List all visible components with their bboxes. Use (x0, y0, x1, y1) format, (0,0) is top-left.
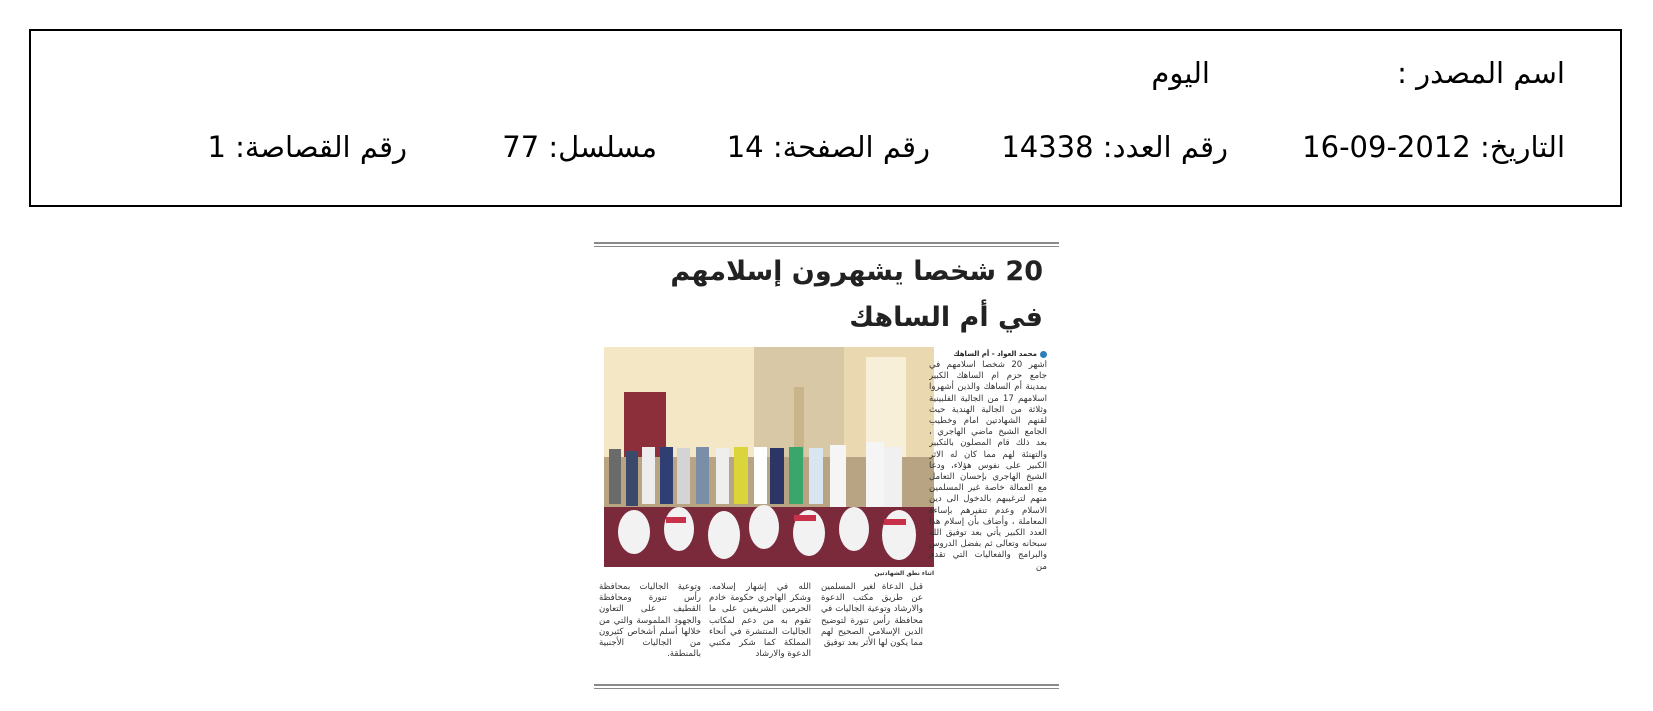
byline-bullet-icon (1040, 351, 1047, 358)
headline-line-1: 20 شخصا يشهرون إسلامهم (670, 256, 1043, 287)
article-column-bottom-1: قبل الدعاة لغير المسلمين عن طريق مكتب الدعوة والارشاد وتوعية الجاليات في محافظة رأس تنورة لتوضيح الدين الإسلامي الصحيح لهم مما يكون لها الأثر بعد توفيق (821, 582, 923, 649)
byline-text: محمد العواد - أم الساهك (953, 350, 1037, 358)
headline-line-2: في أم الساهك (849, 302, 1043, 333)
article-column-bottom-3: وتوعية الجاليات بمحافظة رأس تنورة ومحافظة القطيف على التعاون والجهود الملموسة والتي من خلالها أسلم أشخاص كثيرون من الجاليات الأجنبية بالمنطقة. (599, 582, 701, 660)
source-value: اليوم (1151, 56, 1210, 90)
page-number-field: رقم الصفحة: 14 (726, 130, 930, 164)
source-info-box (29, 29, 1622, 207)
article-photo (604, 347, 934, 567)
top-rule (594, 242, 1059, 247)
issue-number-field: رقم العدد: 14338 (1001, 130, 1228, 164)
photo-caption: اثناء نطق الشهادتين (874, 570, 934, 577)
clipping-number-field: رقم القصاصة: 1 (207, 130, 407, 164)
newspaper-clipping (594, 242, 1059, 692)
bottom-rule (594, 684, 1059, 689)
serial-number-field: مسلسل: 77 (502, 130, 657, 164)
article-column-bottom-2: الله في إشهار إسلامه. وشكر الهاجري حكومة خادم الحرمين الشريفين على ما تقوم به من دعم لمكاتب الجاليات المنتشرة في أنحاء المملكة كما شكر مكتبي الدعوة والارشاد (709, 582, 811, 660)
byline (953, 350, 1047, 358)
date-field: التاريخ: 2012-09-16 (1302, 130, 1565, 164)
mosque-gathering-photo (604, 347, 934, 567)
article-column-right: أشهر 20 شخصا اسلامهم في جامع حزم ام الساهك الكبير بمدينة أم الساهك والذين أشهروا اسلامهم 17 من الجالية الفلبينية وثلاثة من الجالية الهندية حيث لقنهم الشهادتين امام وخطيب الجامع الشيخ ماضي الهاجري ، بعد ذلك قام المصلون بالتكبير والتهنئة لهم مما كان له الاثر الكبير على نفوس هؤلاء، ودعا الشيخ الهاجري بإحسان التعامل مع العمالة خاصة غير المسلمين منهم لترغيبهم بالدخول الى دين الاسلام وعدم تنفيرهم بإساءة المعاملة ، وأضاف بأن إسلام هذا العدد الكبير يأتي بعد توفيق الله سبحانه وتعالى ثم بفضل الدروس والبرامج والفعاليات التي تقدم من (929, 360, 1047, 572)
source-label: اسم المصدر : (1397, 56, 1565, 90)
